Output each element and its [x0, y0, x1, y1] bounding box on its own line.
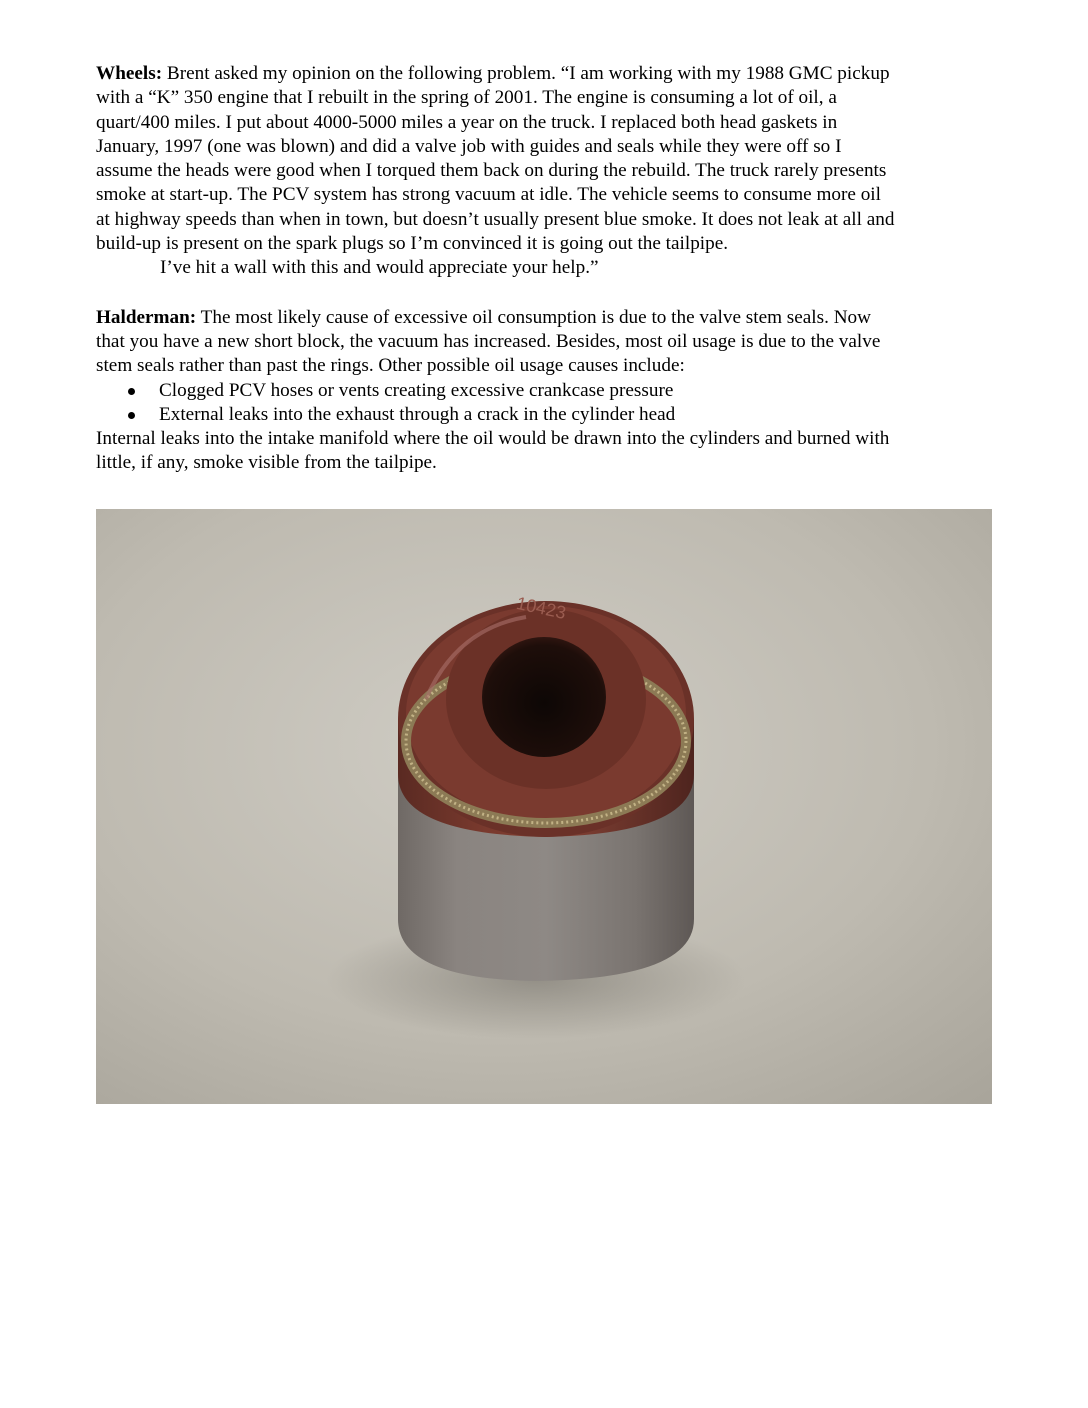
wheels-question [96, 62, 996, 281]
halderman-text: The most likely cause of excessive oil consumption is due to the valve stem seals. Now [196, 306, 872, 328]
wheels-text: Brent asked my opinion on the following problem. “I am working with my 1988 GMC pickup [162, 63, 890, 84]
halderman-after-line-1: Internal leaks into the intake manifold where the oil would be drawn into the cylinders and burned with [96, 428, 890, 450]
wheels-line-1 [96, 62, 996, 86]
article-body [96, 62, 996, 476]
valve-stem-seal-illustration [96, 509, 992, 1104]
paragraph-gap [96, 281, 996, 306]
valve-stem-seal-photo [96, 509, 992, 1104]
wheels-line-4: January, 1997 (one was blown) and did a valve job with guides and seals while they were off so I [96, 135, 842, 157]
wheels-line-5: assume the heads were good when I torqued them back on during the rebuild. The truck rarely presents [96, 160, 887, 182]
list-item [96, 379, 996, 403]
halderman-continued [96, 427, 996, 476]
wheels-line-3: quart/400 miles. I put about 4000-5000 miles a year on the truck. I replaced both head gaskets in [96, 111, 838, 133]
list-item-text: External leaks into the exhaust through a crack in the cylinder head [159, 403, 676, 425]
bullet-icon [128, 388, 135, 395]
wheels-line-6: smoke at start-up. The PCV system has strong vacuum at idle. The vehicle seems to consume more oil [96, 184, 881, 206]
list-item-text: Clogged PCV hoses or vents creating excessive crankcase pressure [159, 379, 674, 401]
list-item [96, 403, 996, 427]
halderman-line-1 [96, 306, 996, 330]
halderman-answer [96, 306, 996, 379]
wheels-label: Wheels: [96, 63, 163, 84]
wheels-closing: I’ve hit a wall with this and would appreciate your help.” [160, 257, 599, 279]
halderman-line-2: that you have a new short block, the vacuum has increased. Besides, most oil usage is due to the valve [96, 330, 881, 352]
oil-usage-causes-list [96, 379, 996, 428]
bullet-icon [128, 412, 135, 419]
seal-bore [482, 637, 606, 757]
halderman-line-3: stem seals rather than past the rings. Other possible oil usage causes include: [96, 355, 685, 377]
seal-marking: 10423 [514, 592, 568, 623]
wheels-line-7: at highway speeds than when in town, but doesn’t usually present blue smoke. It does not leak at all and [96, 208, 895, 230]
halderman-after-line-2: little, if any, smoke visible from the tailpipe. [96, 452, 437, 474]
wheels-line-8: build-up is present on the spark plugs so I’m convinced it is going out the tailpipe. [96, 233, 729, 255]
halderman-label: Halderman: [96, 306, 197, 328]
wheels-line-2: with a “K” 350 engine that I rebuilt in the spring of 2001. The engine is consuming a lot of oil, a [96, 87, 837, 109]
